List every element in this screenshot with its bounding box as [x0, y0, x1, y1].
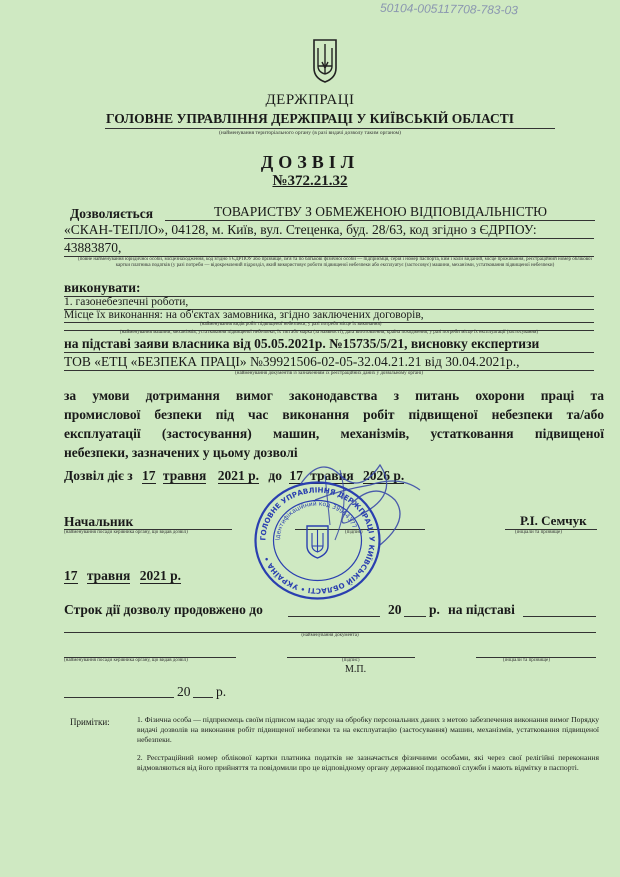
- extension-prefix: Строк дії дозволу продовжено до: [64, 602, 263, 617]
- permit-holder-note: (повне найменування юридичної особи, місцезнаходження, код згідно з ЄДРПОУ або прізвище, ім'я та по батькові фізичної особи — підприємця, серія і номер паспорта, ким і коли виданий, місце проживання, реєстраційний номер облікової картки платника податків (у разі потреби — відокремлений підрозділ, який використовує роботи підвищеної небезпеки або експлуатує (застосовує) машини, механізми, устатковання підвищеної небезпеки): [78, 257, 592, 268]
- works-item1: 1. газонебезпечні роботи,: [64, 296, 189, 308]
- extension-name-note: (ініціали та прізвище): [503, 658, 550, 663]
- validity-prefix: Дозвіл діє з: [64, 468, 133, 483]
- works-item2: Місце їх виконання: на об'єктах замовника, згідно заключених договорів,: [64, 309, 424, 321]
- extension-basis: на підставі: [448, 602, 515, 617]
- extension-sig-note: (підпис): [342, 658, 360, 663]
- note-2: 2. Реєстраційний номер облікової картки платника податків не зазначається фізичними особами, які через свої релігійні переконання відмовляються від його прийняття та повідомили про це відповідному органу державної податкової служби і мають відмітку в паспорті.: [137, 753, 599, 772]
- extension-pos-note: (найменування посади керівника органу, що видав дозвіл): [64, 658, 188, 663]
- conditions-line1: за умови дотримання вимог законодавства з питань охорони праці та: [64, 388, 604, 403]
- issue-date-month: травня: [86, 568, 131, 583]
- permit-holder-line3: 43883870,: [64, 240, 122, 255]
- document-number: №372.21.32: [272, 173, 348, 189]
- department-note: (найменування територіального органу (в разі видачі дозволу таким органом): [219, 130, 401, 136]
- permit-label: Дозволяється: [70, 206, 154, 221]
- works-note-small: (найменування видів робіт підвищеної небезпеки, у разі потреби місце їх виконання): [200, 322, 382, 327]
- authority-name: ДЕРЖПРАЦІ: [265, 92, 355, 108]
- validity-to-day: 17: [289, 468, 303, 483]
- note-1: 1. Фізична особа — підприємець своїм підписом надає згоду на обробку персональних даних з метою забезпечення виконання вимог Порядку видачі дозволів на виконання робіт підвищеної небезпеки та на експлуатацію (застосування) машин, механізмів, устатковання підвищеної небезпеки.: [137, 715, 599, 744]
- stamp-place: М.П.: [345, 664, 367, 675]
- signatory-signature-note: (підпис): [345, 530, 363, 535]
- extension-doc-note: (найменування документа): [301, 633, 359, 638]
- permit-holder-line2: «СКАН-ТЕПЛО», 04128, м. Київ, вул. Стеценка, буд. 28/63, код згідно з ЄДРПОУ:: [64, 222, 537, 237]
- signatory-name-note: (ініціали та прізвище): [515, 530, 562, 535]
- extension-date-r: р.: [216, 684, 227, 699]
- signatory-position-note: (найменування посади керівника органу, що видав дозвіл): [64, 530, 188, 535]
- notes-label: Примітки:: [70, 717, 110, 727]
- basis-line2: ТОВ «ЕТЦ «БЕЗПЕКА ПРАЦІ» №39921506-02-05-32.04.21.21 від 30.04.2021р.,: [64, 354, 520, 369]
- official-stamp: [250, 478, 385, 603]
- issue-date-year: 2021 р.: [139, 568, 181, 583]
- conditions-line4: небезпеки, зазначених у цьому дозволі: [64, 445, 298, 460]
- handwritten-number: 50104-005117708-783-03: [379, 0, 519, 18]
- conditions-line2: промислової безпеки під час виконання робіт підвищеної небезпеки та/або: [64, 407, 604, 422]
- conditions-line3: експлуатації (застосування) машин, механізмів, устатковання підвищеної: [64, 426, 604, 441]
- issue-date: [64, 568, 181, 584]
- extension-line: [64, 602, 263, 618]
- stamp-inner-text: Ідентифікаційний код 39964377: [274, 500, 358, 541]
- stamp-ring-text: ГОЛОВНЕ УПРАВЛІННЯ ДЕРЖПРАЦІ У КИЇВСЬКІЙ ОБЛАСТІ • УКРАЇНА •: [258, 485, 377, 596]
- basis-line1: на підставі заяви власника від 05.05.2021р. №15735/5/21, висновку експертизи: [64, 336, 540, 351]
- basis-note: (найменування документів із зазначенням їх реєстраційних даних у дозвільному органі): [235, 371, 423, 376]
- works-note: (найменування машини, механізмів, устатковання підвищеної небезпеки, їх тип або марка (за наявності), дата виготовлення, країна походження, у разі потреби місце їх експлуатації (застосування): [119, 330, 539, 335]
- extension-year: 20: [388, 602, 402, 617]
- validity-from-month: травня: [162, 468, 207, 483]
- document-title: ДОЗВІЛ: [260, 152, 360, 172]
- issue-date-day: 17: [64, 568, 78, 583]
- validity-to-month: травня: [310, 468, 354, 483]
- extension-r: р.: [429, 602, 440, 617]
- signatory-position: Начальник: [64, 514, 134, 529]
- validity-from-day: 17: [142, 468, 156, 483]
- works-label: виконувати:: [64, 280, 141, 295]
- department-name: ГОЛОВНЕ УПРАВЛІННЯ ДЕРЖПРАЦІ У КИЇВСЬКІЙ ОБЛАСТІ: [105, 111, 515, 126]
- coat-of-arms-icon: [312, 38, 338, 84]
- validity-to: до: [268, 468, 282, 483]
- validity-to-year: 2026 р.: [363, 468, 405, 483]
- permit-holder-line1: ТОВАРИСТВУ З ОБМЕЖЕНОЮ ВІДПОВІДАЛЬНІСТЮ: [214, 204, 547, 219]
- extension-date-year: 20: [177, 684, 191, 699]
- validity-from-year: 2021 р.: [217, 468, 259, 483]
- signatory-name: Р.І. Семчук: [520, 513, 587, 528]
